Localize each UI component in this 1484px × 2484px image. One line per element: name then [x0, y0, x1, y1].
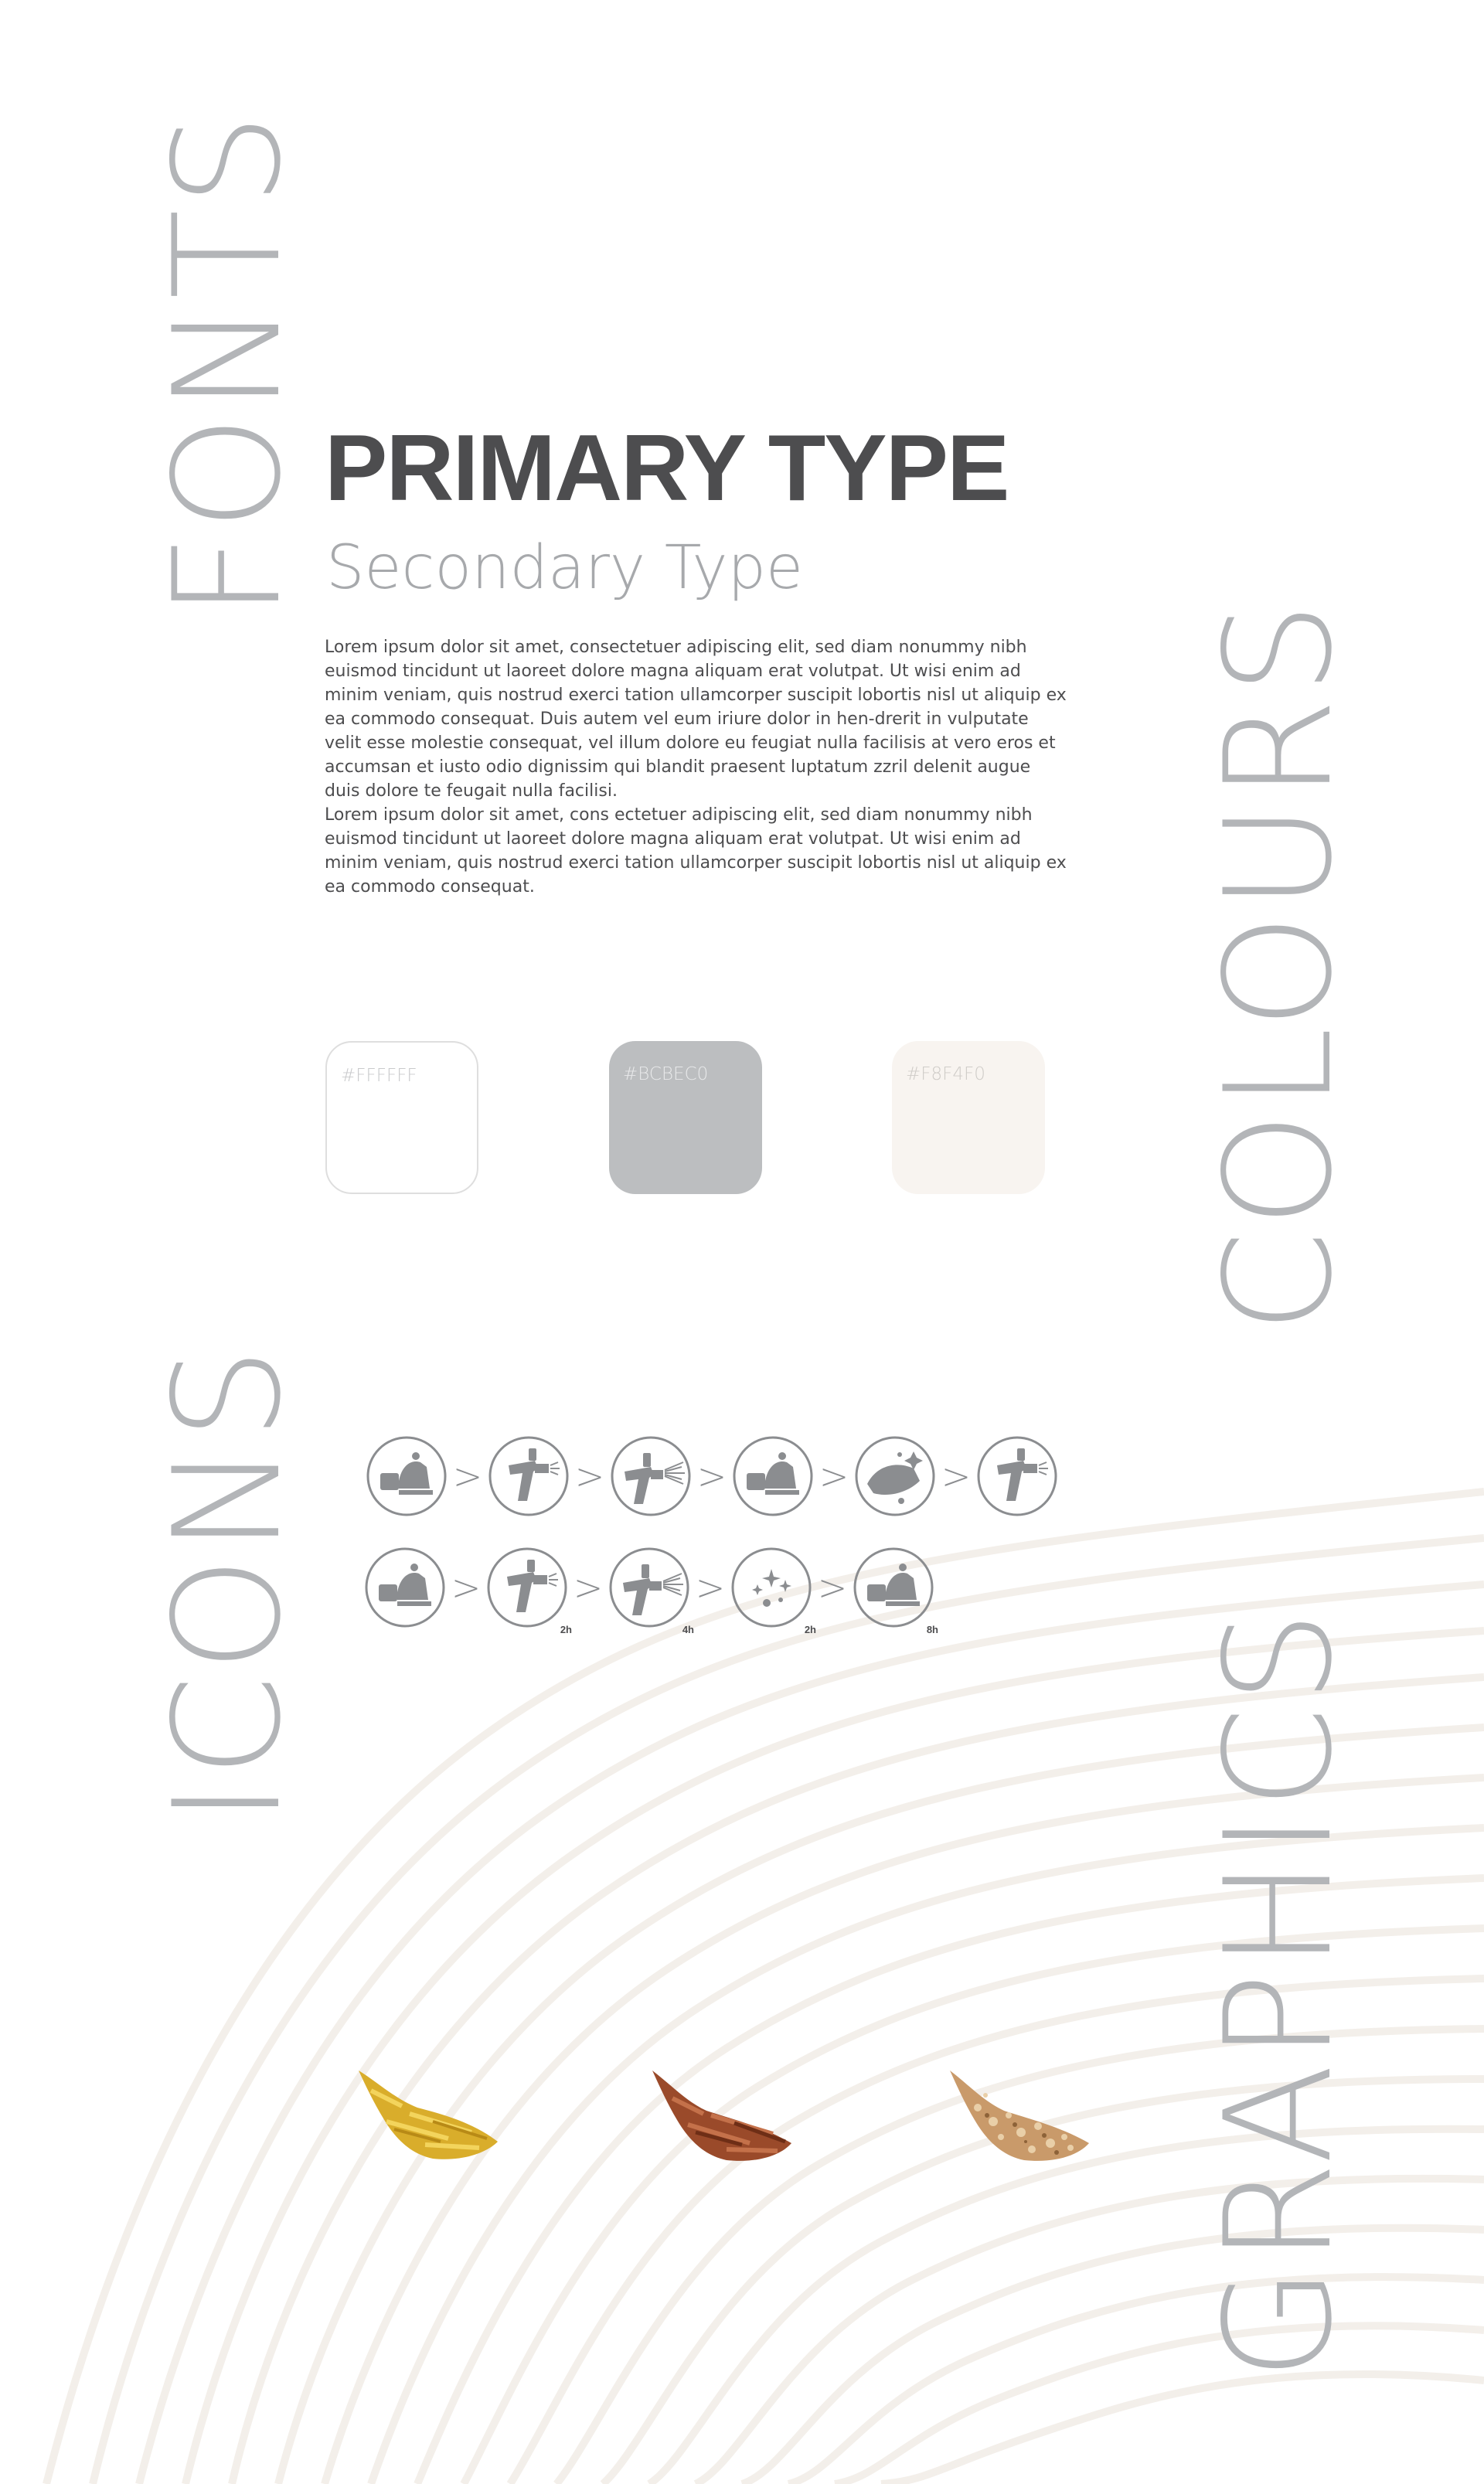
colour-swatch-white	[325, 1041, 478, 1194]
gold-foil-brush	[356, 2067, 502, 2168]
swatch-hex-label: #F8F4F0	[906, 1064, 985, 1084]
step-separator: >	[941, 1455, 972, 1497]
section-label-graphics: GRAPHICS	[1193, 1607, 1364, 2380]
colour-swatch-cream	[892, 1041, 1045, 1194]
cork-texture-brush	[947, 2067, 1094, 2168]
step-separator: >	[696, 1455, 727, 1497]
swatch-hex-label: #FFFFFF	[341, 1066, 417, 1086]
spray-gun-spraying-icon	[609, 1434, 693, 1518]
hand-sander-icon	[365, 1434, 448, 1518]
body-paragraph-1: Lorem ipsum dolor sit amet, consectetuer adipiscing elit, sed diam nonummy nibh euismod tincidunt ut laoreet dolore magna aliquam erat volutpat. Ut wisi enim ad minim veniam, quis nostrud exerci tation ullamcorper suscipit lobortis nisl ut aliquip ex ea commodo consequat. Duis autem vel eum iriure dolor in hen-drerit in vulputate velit esse molestie consequat, vel illum dolore eu feugiat nulla facilisis at vero eros et accumsan et iusto odio dignissim qui blandit praesent luptatum zzril delenit augue duis dolore te feugait nulla facilisi.	[325, 638, 1067, 801]
primary-type-sample: PRIMARY TYPE	[325, 415, 1009, 520]
colour-swatch-grey	[609, 1041, 762, 1194]
copper-brush	[649, 2067, 796, 2168]
hand-sander-icon	[363, 1546, 447, 1629]
spray-gun-icon	[485, 1546, 572, 1635]
step-separator: >	[573, 1567, 604, 1608]
drying-time-label: 2h	[560, 1624, 572, 1635]
step-separator: >	[695, 1567, 726, 1608]
drying-time-label: 2h	[804, 1624, 816, 1635]
step-separator: >	[452, 1455, 483, 1497]
step-separator: >	[819, 1455, 849, 1497]
spray-gun-spraying-icon	[608, 1546, 694, 1635]
step-separator: >	[451, 1567, 482, 1608]
icon-process-row-1	[365, 1434, 1059, 1518]
hand-polish-icon	[853, 1434, 937, 1518]
drying-time-label: 4h	[682, 1624, 694, 1635]
spray-gun-icon	[487, 1434, 570, 1518]
secondary-type-sample: Secondary Type	[326, 533, 804, 603]
section-label-icons: ICONS	[142, 1344, 313, 1824]
section-label-fonts: FONTS	[142, 110, 313, 618]
body-text-sample	[325, 635, 1067, 899]
sparkle-icon	[730, 1546, 816, 1635]
body-paragraph-2: Lorem ipsum dolor sit amet, cons ectetuer adipiscing elit, sed diam nonummy nibh euismod tincidunt ut laoreet dolore magna aliquam erat volutpat. Ut wisi enim ad minim veniam, quis nostrud exerci tation ullamcorper suscipit lobortis nisl ut aliquip ex ea commodo consequat.	[325, 805, 1067, 897]
hand-sander-icon	[852, 1546, 938, 1635]
swatch-hex-label: #BCBEC0	[623, 1064, 709, 1084]
spray-gun-icon	[975, 1434, 1059, 1518]
drying-time-label: 8h	[926, 1624, 938, 1635]
step-separator: >	[574, 1455, 605, 1497]
section-label-colours: COLOURS	[1193, 598, 1364, 1333]
hand-sander-icon	[731, 1434, 815, 1518]
icon-process-row-2	[363, 1546, 938, 1635]
step-separator: >	[817, 1567, 848, 1608]
